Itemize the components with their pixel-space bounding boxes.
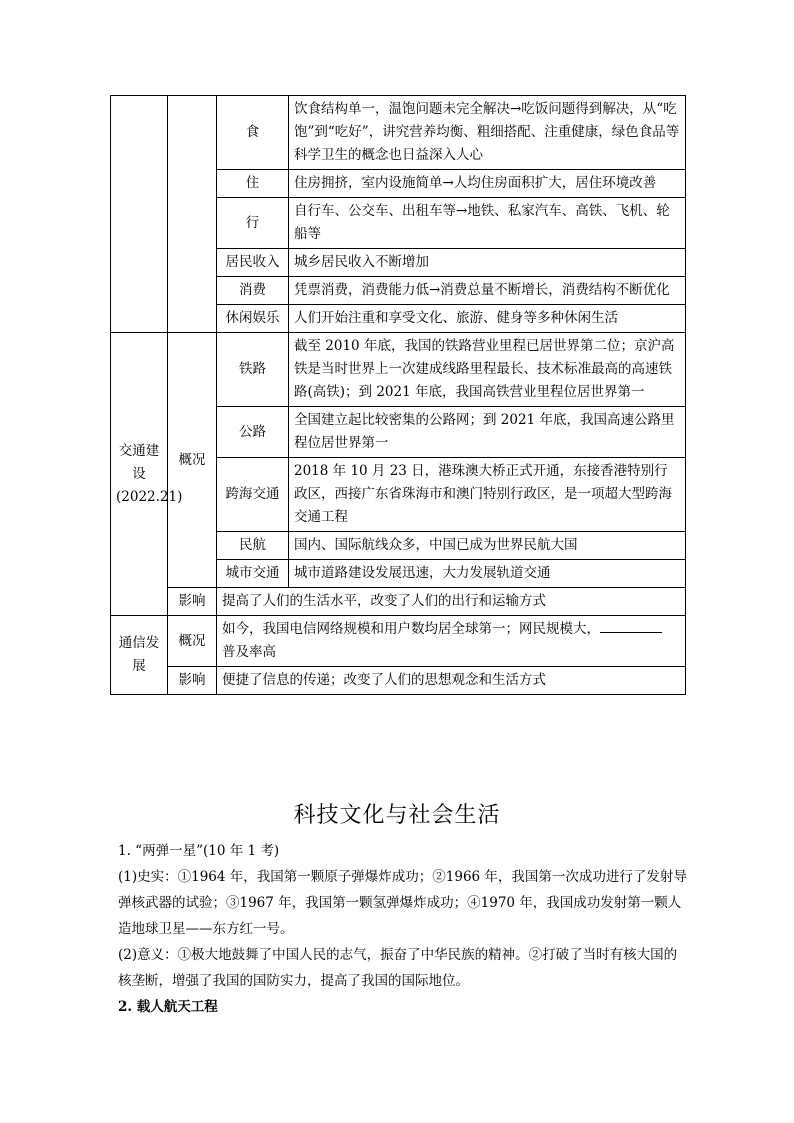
impact-content: 便捷了信息的传递；改变了人们的思想观念和生活方式 [217,667,686,695]
section-title: 科技文化与社会生活 [293,803,501,828]
item-paragraph: (1)史实：①1964 年，我国第一颗原子弹爆炸成功；②1966 年，我国第一次成功进行了发射导弹核武器的试验；③1967 年，我国第一颗氢弹爆炸成功；④1970 年，我国成功发射第一颗人造地球卫星——东方红一号。 [118,869,687,937]
row-label: 行 [217,198,289,249]
row-label: 公路 [217,407,289,458]
row-content: 截至 2010 年底，我国的铁路营业里程已居世界第二位；京沪高铁是当时世界上一次建成线路里程最长、技术标准最高的高速铁路(高铁)；到 2021 年底，我国高铁营业里程位居世界第一 [289,333,686,407]
blank-cell [168,96,217,333]
table-row [111,588,686,616]
item-heading: 1. “两弹一星”(10 年 1 考) [118,843,280,859]
section-body [118,838,688,1020]
item-heading: 2. 载人航天工程 [118,999,218,1015]
row-label: 民航 [217,532,289,560]
table-row [111,96,686,170]
row-label: 居民收入 [217,249,289,277]
comm-overview-text: 如今，我国电信网络规模和用户数均居全球第一；网民规模大， [222,621,600,637]
blank-cell [111,96,168,333]
row-content: 城乡居民收入不断增加 [289,249,686,277]
row-label: 城市交通 [217,560,289,588]
row-content: 住房拥挤，室内设施简单→人均住房面积扩大，居住环境改善 [289,170,686,198]
impact-label: 影响 [168,588,217,616]
row-content: 人们开始注重和享受文化、旅游、健身等多种休闲生活 [289,305,686,333]
row-content: 2018 年 10 月 23 日，港珠澳大桥正式开通，东接香港特别行政区，西接广东省珠海市和澳门特别行政区，是一项超大型跨海交通工程 [289,458,686,532]
row-label: 跨海交通 [217,458,289,532]
row-label: 休闲娱乐 [217,305,289,333]
row-label: 住 [217,170,289,198]
table-row [111,333,686,407]
row-content: 国内、国际航线众多，中国已成为世界民航大国 [289,532,686,560]
overview-label: 概况 [168,333,217,588]
row-content: 饮食结构单一，温饱问题未完全解决→吃饭问题得到解决，从“吃饱”到“吃好”，讲究营养均衡、粗细搭配、注重健康，绿色食品等科学卫生的概念也日益深入人心 [289,96,686,170]
row-label: 食 [217,96,289,170]
row-label: 铁路 [217,333,289,407]
row-content: 全国建立起比较密集的公路网；到 2021 年底，我国高速公路里程位居世界第一 [289,407,686,458]
fill-in-blank [600,631,662,633]
comm-overview-content [217,616,686,667]
row-label: 消费 [217,277,289,305]
history-table [110,95,686,695]
row-content: 城市道路建设发展迅速，大力发展轨道交通 [289,560,686,588]
impact-content: 提高了人们的生活水平，改变了人们的出行和运输方式 [217,588,686,616]
table-row [111,616,686,667]
impact-label: 影响 [168,667,217,695]
category-transport: 交通建设(2022.21) [111,333,168,616]
row-content: 凭票消费，消费能力低→消费总量不断增长，消费结构不断优化 [289,277,686,305]
category-communication: 通信发展 [111,616,168,695]
row-content: 自行车、公交车、出租车等→地铁、私家汽车、高铁、飞机、轮船等 [289,198,686,249]
table-row [111,667,686,695]
item-paragraph: (2)意义：①极大地鼓舞了中国人民的志气，振奋了中华民族的精神。②打破了当时有核大国的核垄断，增强了我国的国防实力，提高了我国的国际地位。 [118,947,678,989]
overview-label: 概况 [168,616,217,667]
comm-overview-text-end: 普及率高 [222,644,276,660]
